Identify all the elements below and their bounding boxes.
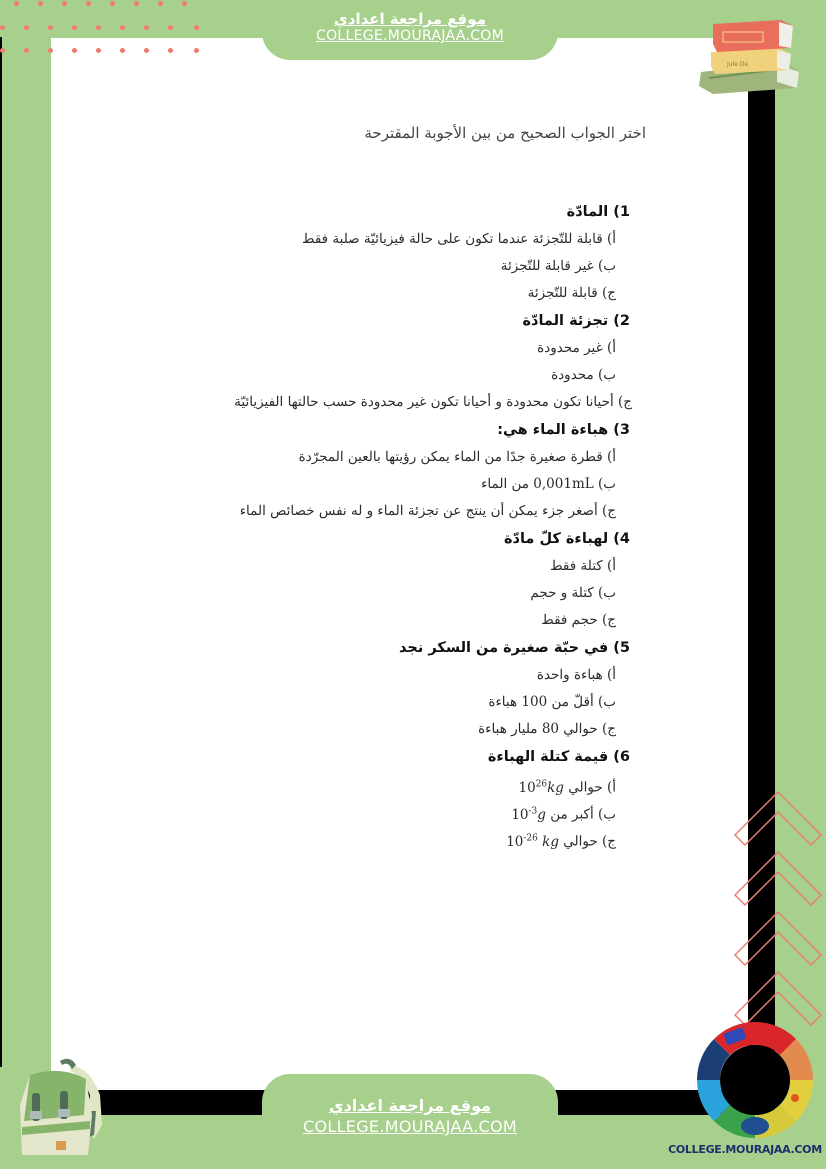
chevron-up-decoration-icon [733,790,823,1030]
footer-site-url[interactable]: COLLEGE.MOURAJAA.COM [303,1117,517,1136]
header-site-url[interactable]: COLLEGE.MOURAJAA.COM [316,28,504,44]
exercise-content [130,124,646,852]
option-a: أ) قابلة للتّجزئة عندما تكون على حالة فيزيائيّة صلبة فقط [302,231,616,247]
header-site-name: موقع مراجعة اعدادي [334,10,486,28]
option-b: ب) محدودة [551,367,616,383]
question-title: 5) في حبّة صغيرة من السكر نجد [399,640,630,656]
question-title: 6) قيمة كتلة الهباءة [487,749,630,765]
question-2 [130,307,630,416]
site-logo-wheel-icon [695,1020,815,1140]
svg-text:Jule De: Jule De [727,61,749,68]
option-b: ب) 0,001mL من الماء [481,476,616,492]
backpack-icon [10,1055,112,1155]
decorative-dots [0,0,200,60]
footer-logo-text[interactable]: COLLEGE.MOURAJAA.COM [668,1143,822,1156]
header-site-banner[interactable] [262,0,558,60]
books-stack-icon [693,14,811,94]
option-c: ج) حوالي $10^{-26}$ kg [506,833,616,850]
frame-left [2,37,51,1115]
option-a: أ) قطرة صغيرة جدًا من الماء يمكن رؤيتها بالعين المجرّدة [298,449,616,465]
question-4 [130,525,630,634]
option-b: ب) غير قابلة للتّجزئة [500,258,616,274]
question-title: 3) هباءة الماء هي: [497,422,630,438]
option-a: أ) حوالي $10^{26}kg$ [518,779,616,796]
question-title: 2) تجزئة المادّة [522,313,630,329]
option-c: ج) قابلة للتّجزئة [527,285,616,301]
question-1 [130,198,630,307]
option-a: أ) كتلة فقط [550,558,616,574]
option-c: ج) حوالي 80 مليار هباءة [478,721,616,737]
option-b: ب) أقلّ من 100 هباءة [488,694,616,710]
option-c: ج) أصغر جزء يمكن أن ينتج عن تجزئة الماء و له نفس خصائص الماء [239,503,616,519]
option-c: ج) أحيانا تكون محدودة و أحيانا تكون غير محدودة حسب حالتها الفيزيائيّة [234,394,632,410]
option-b: ب) أكبر من $10^{-3}g$ [511,806,616,823]
frame-shadow-left [0,37,2,1067]
option-b: ب) كتلة و حجم [530,585,616,601]
option-a: أ) هباءة واحدة [536,667,616,683]
footer-site-name: موقع مراجعة اعدادي [328,1096,492,1115]
question-title: 4) لهباءة كلّ مادّة [503,531,630,547]
instruction-text: اختر الجواب الصحيح من بين الأجوبة المقترحة [364,124,646,142]
option-c: ج) حجم فقط [541,612,616,628]
footer-site-banner[interactable] [262,1074,558,1169]
question-5 [130,634,630,743]
option-a: أ) غير محدودة [537,340,616,356]
question-3 [130,416,630,525]
question-6 [130,743,630,852]
question-title: 1) المادّة [566,204,630,220]
